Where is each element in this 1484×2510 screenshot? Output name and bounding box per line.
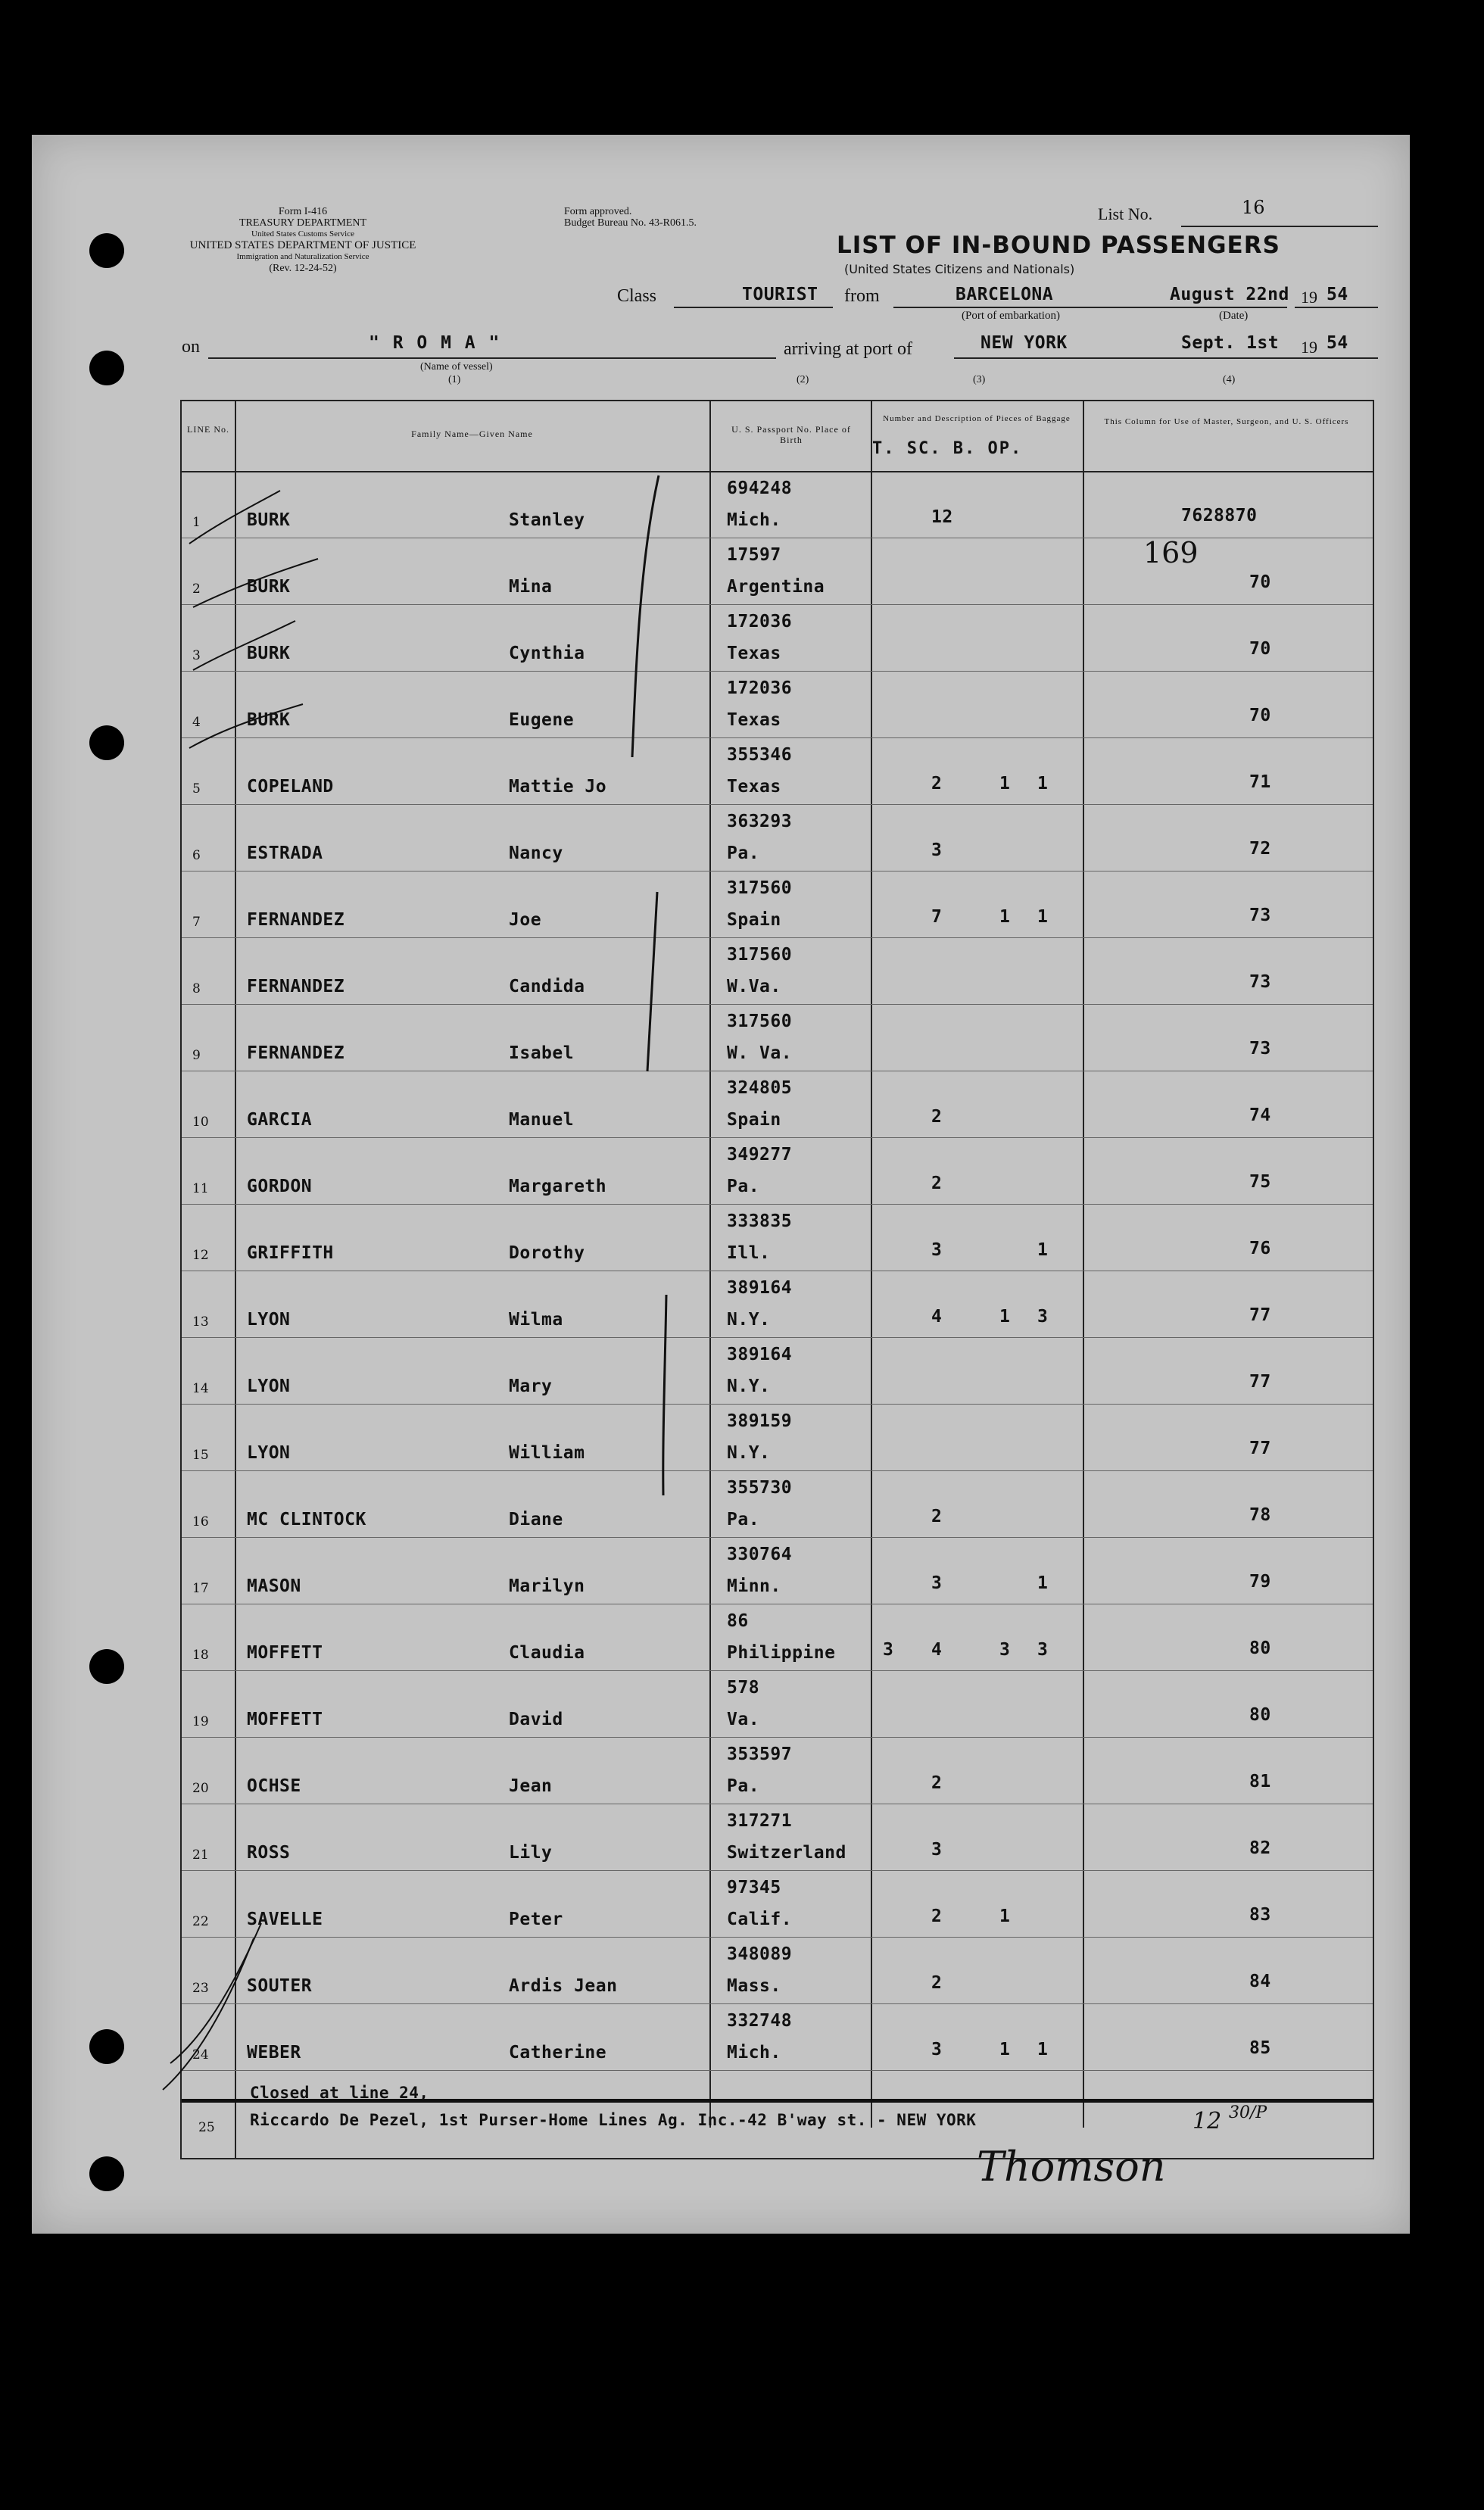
baggage-sc: 3 (931, 1240, 943, 1260)
baggage-b: 1 (999, 2040, 1011, 2059)
given-name: Peter (509, 1910, 563, 1929)
family-name: WEBER (247, 2043, 301, 2063)
date-caption: (Date) (1219, 310, 1249, 322)
officer-use-value: 80 (1249, 1705, 1271, 1725)
place-of-birth: Switzerland (727, 1843, 846, 1863)
passport-number: 694248 (727, 479, 793, 498)
place-of-birth: Philippine (727, 1643, 836, 1663)
vessel-name: " R O M A " (369, 333, 501, 353)
family-name: GARCIA (247, 1110, 313, 1130)
passport-number: 172036 (727, 678, 793, 698)
passport-number: 363293 (727, 812, 793, 831)
column-3-caption: (3) (973, 374, 986, 385)
officer-use-value: 75 (1249, 1172, 1271, 1192)
family-name: MOFFETT (247, 1643, 323, 1663)
form-approved-label: Form approved. (564, 206, 632, 217)
officer-use-value: 80 (1249, 1639, 1271, 1658)
baggage-op: 1 (1037, 774, 1049, 794)
signature: Thomson (977, 2143, 1166, 2190)
officer-use-value: 83 (1249, 1905, 1271, 1925)
baggage-b: 1 (999, 1907, 1011, 1926)
place-of-birth: Argentina (727, 577, 825, 597)
place-of-birth: Texas (727, 644, 781, 663)
form-number: Form I-416 (278, 206, 328, 217)
officer-use-value: 70 (1249, 706, 1271, 725)
family-name: BURK (247, 577, 291, 597)
baggage-b: 1 (999, 907, 1011, 927)
officer-use-value: 78 (1249, 1505, 1271, 1525)
line-number: 7 (192, 915, 201, 930)
passport-number: 317560 (727, 878, 793, 898)
purser-note: Riccardo De Pezel, 1st Purser-Home Lines Ag. Inc.-42 B'way st. - NEW YORK (250, 2111, 977, 2129)
place-of-birth: Mass. (727, 1976, 781, 1996)
line-number: 15 (192, 1448, 209, 1463)
column-2-caption: (2) (797, 374, 809, 385)
family-name: LYON (247, 1310, 291, 1330)
baggage-t: 3 (883, 1640, 894, 1660)
justice-label: UNITED STATES DEPARTMENT OF JUSTICE (189, 239, 416, 251)
given-name: Catherine (509, 2043, 607, 2063)
line-number: 13 (192, 1314, 209, 1330)
officer-use-value: 81 (1249, 1772, 1271, 1791)
departure-year-value: 54 (1327, 285, 1348, 304)
officer-use-value: 82 (1249, 1838, 1271, 1858)
passport-number: 317560 (727, 1012, 793, 1031)
officer-use-value: 70 (1249, 572, 1271, 592)
given-name: Cynthia (509, 644, 585, 663)
passport-number: 389164 (727, 1345, 793, 1364)
officer-use-value: 76 (1249, 1239, 1271, 1258)
given-name: Mattie Jo (509, 777, 607, 797)
passport-number: 324805 (727, 1078, 793, 1098)
line-number: 6 (192, 848, 201, 863)
passport-number: 86 (727, 1611, 749, 1631)
given-name: Joe (509, 910, 542, 930)
passport-number: 389159 (727, 1411, 793, 1431)
officer-use-value: 77 (1249, 1372, 1271, 1392)
family-name: FERNANDEZ (247, 977, 345, 996)
line-number: 3 (192, 648, 201, 663)
handwritten-169: 169 (1143, 536, 1199, 569)
family-name: BURK (247, 510, 291, 530)
given-name: Eugene (509, 710, 575, 730)
handwritten-fraction: 30/P (1229, 2103, 1267, 2122)
passport-number: 389164 (727, 1278, 793, 1298)
officer-use-value: 73 (1249, 1039, 1271, 1059)
class-value: TOURIST (742, 285, 818, 304)
arrival-year-value: 54 (1327, 333, 1348, 353)
handwritten-count: 12 (1192, 2108, 1222, 2134)
place-of-birth: Ill. (727, 1243, 771, 1263)
family-name: BURK (247, 710, 291, 730)
line-number: 22 (192, 1914, 209, 1929)
baggage-sc: 3 (931, 2040, 943, 2059)
passport-number: 332748 (727, 2011, 793, 2031)
family-name: COPELAND (247, 777, 334, 797)
header-baggage: Number and Description of Pieces of Baggage (883, 414, 1071, 423)
family-name: SOUTER (247, 1976, 313, 1996)
line-number: 10 (192, 1115, 209, 1130)
customs-label: United States Customs Service (251, 229, 354, 239)
place-of-birth: Pa. (727, 843, 760, 863)
family-name: FERNANDEZ (247, 1043, 345, 1063)
revision-label: (Rev. 12-24-52) (269, 263, 337, 274)
passport-number: 349277 (727, 1145, 793, 1165)
given-name: Stanley (509, 510, 585, 530)
given-name: Nancy (509, 843, 563, 863)
line-number: 5 (192, 781, 201, 797)
given-name: Claudia (509, 1643, 585, 1663)
officer-use-value: 77 (1249, 1305, 1271, 1325)
family-name: MASON (247, 1576, 301, 1596)
place-of-birth: Pa. (727, 1177, 760, 1196)
baggage-sc: 2 (931, 1973, 943, 1993)
officer-use-value: 70 (1249, 639, 1271, 659)
given-name: William (509, 1443, 585, 1463)
baggage-op: 1 (1037, 1240, 1049, 1260)
officer-use-value: 72 (1249, 839, 1271, 859)
budget-label: Budget Bureau No. 43-R061.5. (564, 217, 697, 229)
passport-number: 355346 (727, 745, 793, 765)
line-number: 14 (192, 1381, 209, 1396)
place-of-birth: N.Y. (727, 1443, 771, 1463)
family-name: LYON (247, 1377, 291, 1396)
given-name: Mary (509, 1377, 553, 1396)
place-of-birth: N.Y. (727, 1310, 771, 1330)
baggage-sc: 3 (931, 840, 943, 860)
baggage-sc: 4 (931, 1640, 943, 1660)
year-prefix: 19 (1301, 288, 1317, 307)
family-name: MOFFETT (247, 1710, 323, 1729)
closed-note: Closed at line 24, (250, 2084, 429, 2102)
family-name: GRIFFITH (247, 1243, 334, 1263)
arrival-date: Sept. 1st (1181, 333, 1280, 353)
place-of-birth: W. Va. (727, 1043, 793, 1063)
given-name: Marilyn (509, 1576, 585, 1596)
family-name: BURK (247, 644, 291, 663)
passport-number: 578 (727, 1678, 760, 1698)
place-of-birth: Calif. (727, 1910, 793, 1929)
line-number: 8 (192, 981, 201, 996)
family-name: FERNANDEZ (247, 910, 345, 930)
port-embarkation-caption: (Port of embarkation) (962, 310, 1060, 322)
passport-number: 17597 (727, 545, 781, 565)
line-number: 24 (192, 2047, 209, 2063)
place-of-birth: Texas (727, 777, 781, 797)
given-name: David (509, 1710, 563, 1729)
departure-date-value: August 22nd (1170, 285, 1289, 304)
treasury-label: TREASURY DEPARTMENT (238, 217, 367, 229)
baggage-sc: 7 (931, 907, 943, 927)
header-officers: This Column for Use of Master, Surgeon, and U. S. Officers (1104, 417, 1349, 426)
header-passport: U. S. Passport No. Place of Birth (731, 424, 851, 445)
line-number: 23 (192, 1981, 209, 1996)
line-number: 1 (192, 515, 201, 530)
passport-number: 330764 (727, 1545, 793, 1564)
given-name: Jean (509, 1776, 553, 1796)
arrival-year-prefix: 19 (1301, 338, 1317, 357)
officer-use-value: 73 (1249, 972, 1271, 992)
baggage-sc: 3 (931, 1573, 943, 1593)
place-of-birth: Va. (727, 1710, 760, 1729)
baggage-sc: 12 (931, 507, 953, 527)
passport-number: 333835 (727, 1211, 793, 1231)
officer-use-value: 7628870 (1181, 506, 1258, 525)
given-name: Diane (509, 1510, 563, 1529)
baggage-sc: 2 (931, 1507, 943, 1526)
passport-number: 317271 (727, 1811, 793, 1831)
place-of-birth: Spain (727, 1110, 781, 1130)
line-number: 11 (192, 1181, 209, 1196)
from-value: BARCELONA (956, 285, 1054, 304)
baggage-sc: 4 (931, 1307, 943, 1327)
line-number: 19 (192, 1714, 209, 1729)
given-name: Wilma (509, 1310, 563, 1330)
given-name: Isabel (509, 1043, 575, 1063)
line-number: 20 (192, 1781, 209, 1796)
given-name: Ardis Jean (509, 1976, 618, 1996)
baggage-op: 3 (1037, 1640, 1049, 1660)
place-of-birth: N.Y. (727, 1377, 771, 1396)
place-of-birth: Mich. (727, 2043, 781, 2063)
line-number: 2 (192, 582, 201, 597)
arrival-port: NEW YORK (980, 333, 1068, 353)
line-number: 4 (192, 715, 201, 730)
passport-number: 97345 (727, 1878, 781, 1897)
column-4-caption: (4) (1223, 374, 1236, 385)
list-no-value: 16 (1242, 197, 1265, 218)
baggage-op: 1 (1037, 1573, 1049, 1593)
passport-number: 317560 (727, 945, 793, 965)
officer-use-value: 71 (1249, 772, 1271, 792)
family-name: ROSS (247, 1843, 291, 1863)
place-of-birth: Spain (727, 910, 781, 930)
family-name: LYON (247, 1443, 291, 1463)
given-name: Lily (509, 1843, 553, 1863)
passport-number: 355730 (727, 1478, 793, 1498)
ins-label: Immigration and Naturalization Service (236, 252, 369, 261)
header-name: Family Name—Given Name (411, 429, 533, 439)
passport-number: 172036 (727, 612, 793, 631)
place-of-birth: Pa. (727, 1510, 760, 1529)
header-line-no: LINE No. (187, 424, 229, 435)
baggage-sc: 2 (931, 774, 943, 794)
baggage-op: 1 (1037, 2040, 1049, 2059)
list-no-label: List No. (1098, 204, 1153, 223)
place-of-birth: Texas (727, 710, 781, 730)
officer-use-value: 74 (1249, 1105, 1271, 1125)
family-name: OCHSE (247, 1776, 301, 1796)
from-label: from (844, 286, 880, 306)
place-of-birth: Mich. (727, 510, 781, 530)
passport-number: 348089 (727, 1944, 793, 1964)
baggage-b: 1 (999, 774, 1011, 794)
on-label: on (182, 337, 200, 357)
line-number: 18 (192, 1648, 209, 1663)
header-baggage-columns: T. SC. B. OP. (872, 439, 1023, 458)
baggage-sc: 2 (931, 1907, 943, 1926)
line-number: 16 (192, 1514, 209, 1529)
place-of-birth: Minn. (727, 1576, 781, 1596)
passport-number: 353597 (727, 1745, 793, 1764)
class-label: Class (617, 286, 657, 306)
page-title: LIST OF IN-BOUND PASSENGERS (837, 232, 1280, 259)
family-name: GORDON (247, 1177, 313, 1196)
baggage-op: 3 (1037, 1307, 1049, 1327)
given-name: Manuel (509, 1110, 575, 1130)
baggage-b: 1 (999, 1307, 1011, 1327)
family-name: ESTRADA (247, 843, 323, 863)
officer-use-value: 73 (1249, 906, 1271, 925)
family-name: SAVELLE (247, 1910, 323, 1929)
given-name: Dorothy (509, 1243, 585, 1263)
officer-use-value: 79 (1249, 1572, 1271, 1592)
arriving-label: arriving at port of (784, 339, 912, 359)
column-1-caption: (1) (448, 374, 461, 385)
line-number: 9 (192, 1048, 201, 1063)
given-name: Margareth (509, 1177, 607, 1196)
line-number-25: 25 (198, 2120, 215, 2135)
officer-use-value: 77 (1249, 1439, 1271, 1458)
baggage-op: 1 (1037, 907, 1049, 927)
baggage-sc: 2 (931, 1773, 943, 1793)
family-name: MC CLINTOCK (247, 1510, 366, 1529)
place-of-birth: Pa. (727, 1776, 760, 1796)
baggage-sc: 2 (931, 1174, 943, 1193)
page-subtitle: (United States Citizens and Nationals) (844, 262, 1075, 276)
baggage-sc: 2 (931, 1107, 943, 1127)
baggage-b: 3 (999, 1640, 1011, 1660)
place-of-birth: W.Va. (727, 977, 781, 996)
line-number: 21 (192, 1847, 209, 1863)
officer-use-value: 85 (1249, 2038, 1271, 2058)
line-number: 17 (192, 1581, 209, 1596)
given-name: Candida (509, 977, 585, 996)
line-number: 12 (192, 1248, 209, 1263)
officer-use-value: 84 (1249, 1972, 1271, 1991)
given-name: Mina (509, 577, 553, 597)
baggage-sc: 3 (931, 1840, 943, 1860)
vessel-caption: (Name of vessel) (420, 361, 493, 373)
